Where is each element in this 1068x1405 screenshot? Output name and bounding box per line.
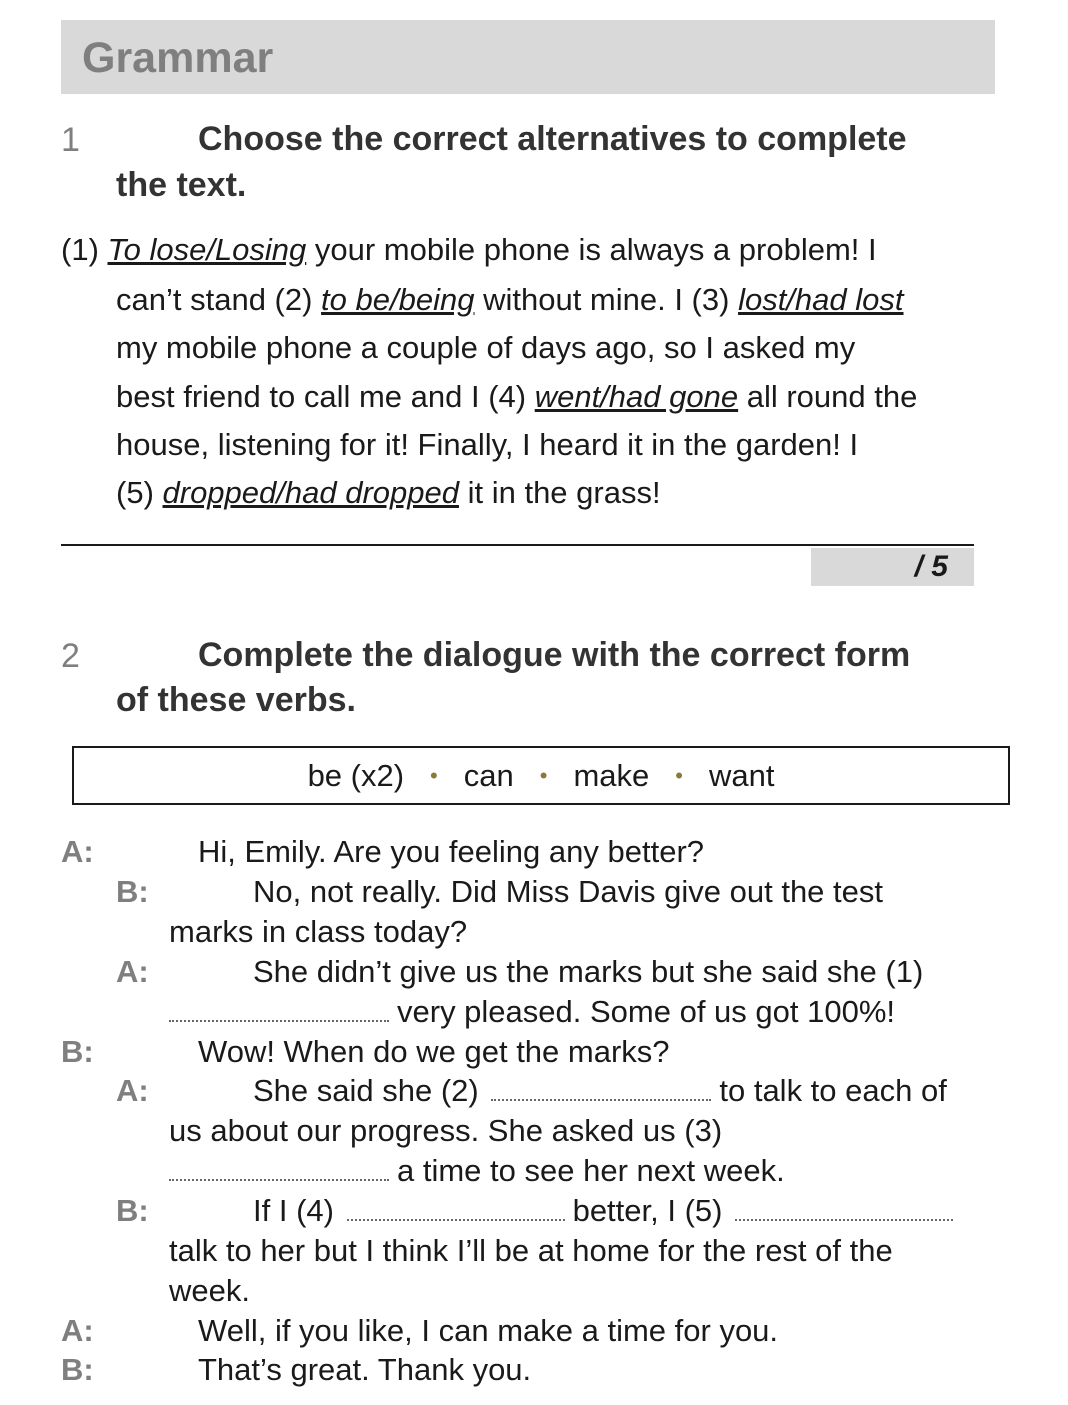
exercise-1-instruction-line-1: Choose the correct alternatives to complete [198,120,907,158]
alternative-option[interactable]: dropped/had dropped [162,475,459,510]
text-line [61,230,877,270]
speaker-label: B: [116,874,149,909]
exercise-2-number: 2 [61,637,80,675]
text-line [116,377,917,417]
dialogue-text: better, I (5) [572,1193,723,1228]
speaker-label: A: [116,1073,149,1108]
text-line [116,328,855,368]
dialogue-line: marks in class today? [169,914,468,949]
dialogue-text: a time to see her next week. [397,1153,785,1188]
exercise-2-instruction-line-2: of these verbs. [116,681,356,719]
text-segment: (5) [116,475,163,510]
divider-line [61,544,974,546]
speaker-label: A: [61,834,94,869]
dialogue-line: Wow! When do we get the marks? [198,1034,670,1069]
text-segment: your mobile phone is always a problem! I [306,232,877,267]
verb-item: want [708,757,775,793]
alternative-option[interactable]: To lose/Losing [107,232,307,267]
text-segment: can’t stand (2) [116,282,322,317]
exercise-1-instruction-line-2: the text. [116,166,247,204]
score-box [811,548,974,586]
verb-item: can [463,757,514,793]
verb-item: be (x2) [307,757,405,793]
dialogue-line: Hi, Emily. Are you feeling any better? [198,834,705,869]
dialogue-line [169,1151,785,1191]
dialogue-line: us about our progress. She asked us (3) [169,1113,723,1148]
bullet-separator: • [430,762,438,788]
dialogue-line [169,992,895,1032]
dialogue-line: Well, if you like, I can make a time for you. [198,1313,779,1348]
answer-blank-1[interactable] [169,998,389,1022]
text-segment: house, listening for it! Finally, I heard it in the garden! I [116,427,859,462]
dialogue-line: talk to her but I think I’ll be at home for the rest of the [169,1233,893,1268]
bullet-separator: • [539,762,548,788]
text-segment: it in the grass! [458,475,661,510]
alternative-option[interactable]: to be/being [321,282,475,317]
dialogue-text: If I (4) [253,1193,334,1228]
speaker-label: B: [61,1034,94,1069]
dialogue-line [253,1191,961,1231]
text-line [116,280,904,320]
answer-blank-3[interactable] [169,1157,389,1181]
answer-blank-5[interactable] [735,1197,953,1221]
dialogue-text: very pleased. Some of us got 100%! [397,994,896,1029]
dialogue-line: She didn’t give us the marks but she said she (1) [253,954,924,989]
text-segment: my mobile phone a couple of days ago, so I asked my [116,330,856,365]
answer-blank-2[interactable] [491,1077,711,1101]
text-segment: best friend to call me and I (4) [116,379,535,414]
dialogue-text: to talk to each of [719,1073,947,1108]
speaker-label: A: [116,954,149,989]
dialogue-line: No, not really. Did Miss Davis give out the test [253,874,884,909]
dialogue-line: That’s great. Thank you. [198,1352,532,1387]
text-segment: without mine. I (3) [474,282,739,317]
speaker-label: B: [61,1352,94,1387]
speaker-label: A: [61,1313,94,1348]
answer-blank-4[interactable] [347,1197,565,1221]
verb-box [72,746,1010,805]
bullet-separator: • [675,762,683,788]
text-line [116,425,858,465]
exercise-1-number: 1 [61,121,80,159]
dialogue-text: She said she (2) [253,1073,479,1108]
verb-item: make [573,757,650,793]
exercise-2-instruction-line-1: Complete the dialogue with the correct form [198,636,911,674]
alternative-option[interactable]: went/had gone [534,379,739,414]
alternative-option[interactable]: lost/had lost [738,282,904,317]
text-segment: (1) [61,232,108,267]
dialogue-line: week. [169,1273,250,1308]
section-title: Grammar [82,34,274,82]
score-label: / 5 [914,550,948,583]
text-segment: all round the [738,379,918,414]
dialogue-line [253,1071,947,1111]
speaker-label: B: [116,1193,149,1228]
text-line [116,473,661,513]
